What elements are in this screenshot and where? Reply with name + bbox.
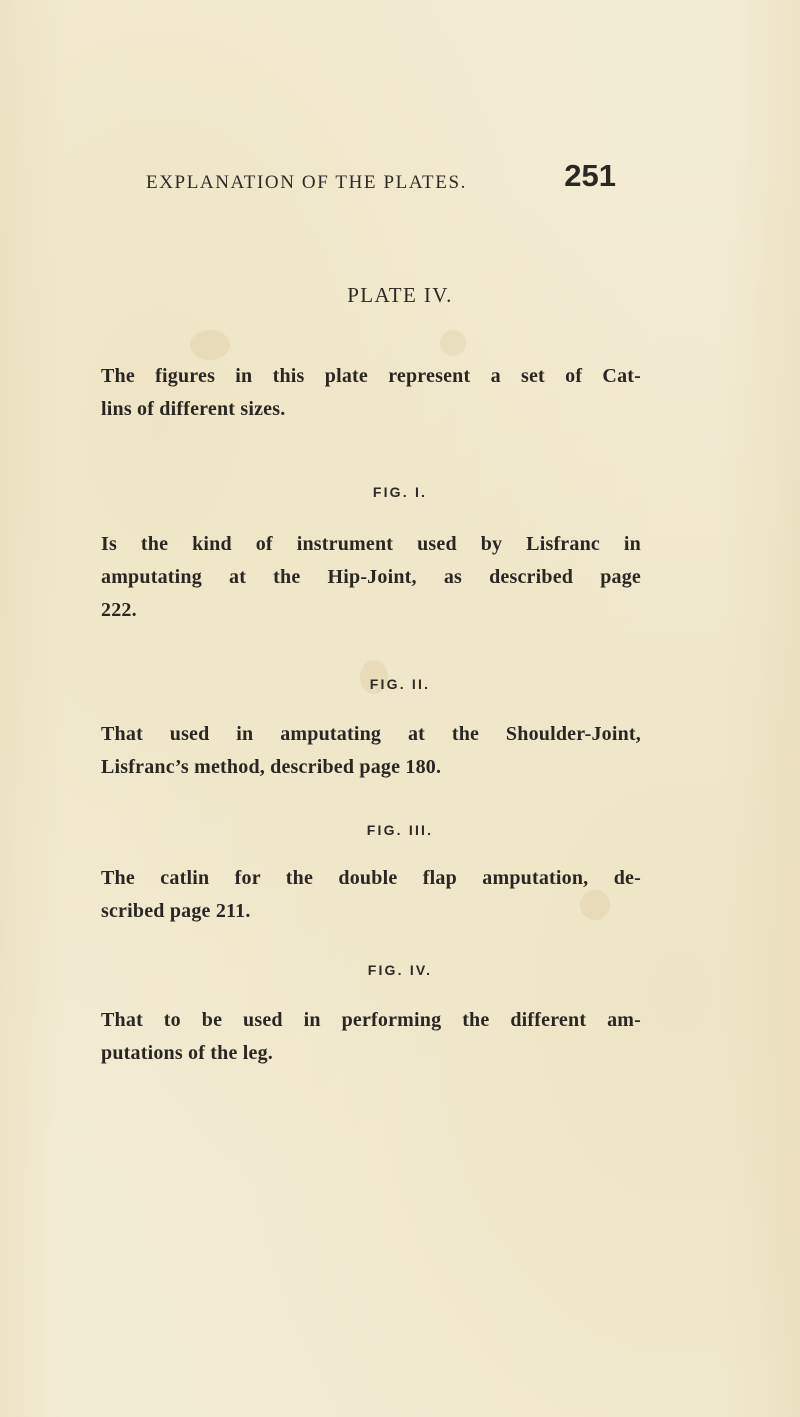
- fig-4-description: [101, 1004, 641, 1070]
- fig-1-description: [101, 528, 641, 627]
- text-line: scribed page 211.: [101, 900, 251, 922]
- fig-1-label: FIG. I.: [372, 484, 428, 500]
- fig-3-label: FIG. III.: [366, 822, 434, 838]
- text-line: Lisfranc’s method, described page 180.: [101, 756, 442, 778]
- fig-3-description: [101, 862, 641, 928]
- running-head: [146, 158, 616, 198]
- running-title: EXPLANATION OF THE PLATES.: [146, 172, 467, 193]
- text-line: amputating at the Hip-Joint, as described page: [101, 566, 641, 588]
- text-line: That used in amputating at the Shoulder-Joint,: [101, 723, 641, 745]
- page-number: 251: [564, 158, 616, 193]
- text-line: The catlin for the double flap amputation, de-: [101, 867, 641, 889]
- fig-2-label: FIG. II.: [369, 676, 431, 692]
- plate-intro: [101, 360, 641, 426]
- text-line: The figures in this plate represent a set of Cat-: [101, 365, 641, 387]
- text-line: putations of the leg.: [101, 1042, 273, 1064]
- text-line: 222.: [101, 599, 137, 621]
- paper-stain: [190, 330, 230, 360]
- fig-2-description: [101, 718, 641, 784]
- text-line: That to be used in performing the different am-: [101, 1009, 641, 1031]
- fig-4-label: FIG. IV.: [367, 962, 433, 978]
- text-line: Is the kind of instrument used by Lisfranc in: [101, 533, 641, 555]
- plate-title: PLATE IV.: [347, 283, 453, 307]
- paper-stain: [440, 330, 466, 356]
- text-line: lins of different sizes.: [101, 398, 286, 420]
